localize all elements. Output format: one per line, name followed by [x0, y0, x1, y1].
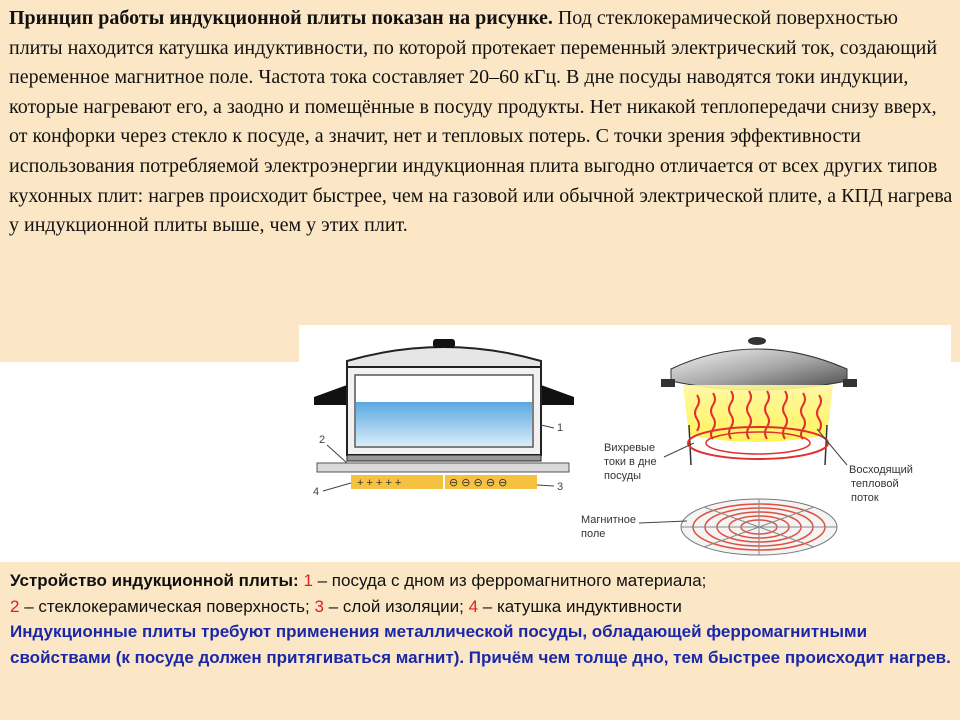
caption-num-3: 3: [314, 596, 324, 616]
intro-body: Под стеклокерамической поверхностью плиты находится катушка индуктивности, по которой протекает переменный электрический ток, создающий переменное магнитное поле. Частота тока составляет 20–60 кГц. В дне посуды наводятся токи индукции, которые нагревают его, а заодно и помещённые в посуду продукты. Нет никакой теплопередачи снизу вверх, от конфорки через стекло к посуде, а значит, нет и тепловых потерь. С точки зрения эффективности использования потребляемой электроэнергии индукционная плита выгодно отличается от всех других типов кухонных плит: нагрев происходит быстрее, чем на газовой или обычной электрической плите, а КПД нагрева у индукционной плиты выше, чем у этих плит.: [9, 7, 953, 237]
figure-svg: [299, 325, 951, 562]
lid-knob: [433, 339, 455, 348]
caption-panel: [0, 562, 960, 720]
caption-title: Устройство индукционной плиты:: [10, 571, 299, 590]
pot-3d-lid: [671, 349, 847, 390]
magnetic-label-1: Магнитное: [581, 514, 636, 526]
label-3: 3: [557, 481, 564, 493]
pot-bottom: [347, 455, 541, 461]
label-4: 4: [313, 486, 320, 498]
label-2: 2: [319, 434, 326, 446]
pot-lid: [347, 347, 541, 367]
leader-1: [541, 425, 554, 428]
heat-label-3: поток: [851, 492, 879, 504]
pot-3d-handle-right: [843, 379, 857, 387]
intro-paragraph: [9, 4, 954, 241]
heat-label-2: тепловой: [851, 478, 899, 490]
magnetic-label-2: поле: [581, 528, 606, 540]
caption-num-2: 2: [10, 596, 20, 616]
caption-paragraph: [10, 568, 955, 670]
magnetic-field-coil: [581, 499, 837, 555]
pot-3d-knob: [748, 337, 766, 345]
coil-plus-text: + + + + +: [357, 477, 402, 489]
leader-3: [537, 485, 554, 486]
heat-column: [683, 385, 833, 442]
leader-2: [327, 445, 347, 463]
eddy-label-2: токи в дне: [604, 456, 657, 468]
pot-handle-right: [541, 385, 574, 405]
caption-text-1: – посуда с дном из ферромагнитного материала;: [312, 571, 707, 590]
caption-text-3: – слой изоляции;: [323, 596, 469, 616]
pot-3d-handle-left: [661, 379, 675, 387]
caption-num-4: 4: [468, 596, 479, 616]
caption-text-4: – катушка индуктивности: [478, 596, 682, 616]
caption-note: Индукционные плиты требуют применения металлической посуды, обладающей ферромагнитными свойствами (к посуде должен притягиваться магнит). Причём чем толще дно, тем быстрее происходит нагрев.: [10, 622, 951, 667]
glass-ceramic-plate: [317, 463, 569, 472]
pot-cross-section: [313, 339, 574, 498]
eddy-label-3: посуды: [604, 470, 642, 482]
pot-water: [356, 402, 532, 446]
intro-heading: Принцип работы индукционной плиты показан на рисунке.: [9, 7, 553, 29]
coil-spokes: [681, 499, 837, 555]
pot-3d-view: [604, 337, 913, 504]
caption-text-2: – стеклокерамическая поверхность;: [19, 596, 315, 616]
eddy-label-1: Вихревые: [604, 442, 656, 454]
caption-num-1: 1: [303, 571, 313, 590]
coil-minus-text: ⊖ ⊖ ⊖ ⊖ ⊖: [449, 477, 508, 489]
heat-leader: [817, 429, 847, 465]
heat-label-1: Восходящий: [849, 464, 913, 476]
label-1: 1: [557, 422, 564, 434]
pot-handle-left: [314, 385, 347, 405]
induction-stove-figure: [299, 325, 951, 562]
leader-4: [323, 483, 351, 491]
magnetic-leader: [639, 521, 687, 523]
